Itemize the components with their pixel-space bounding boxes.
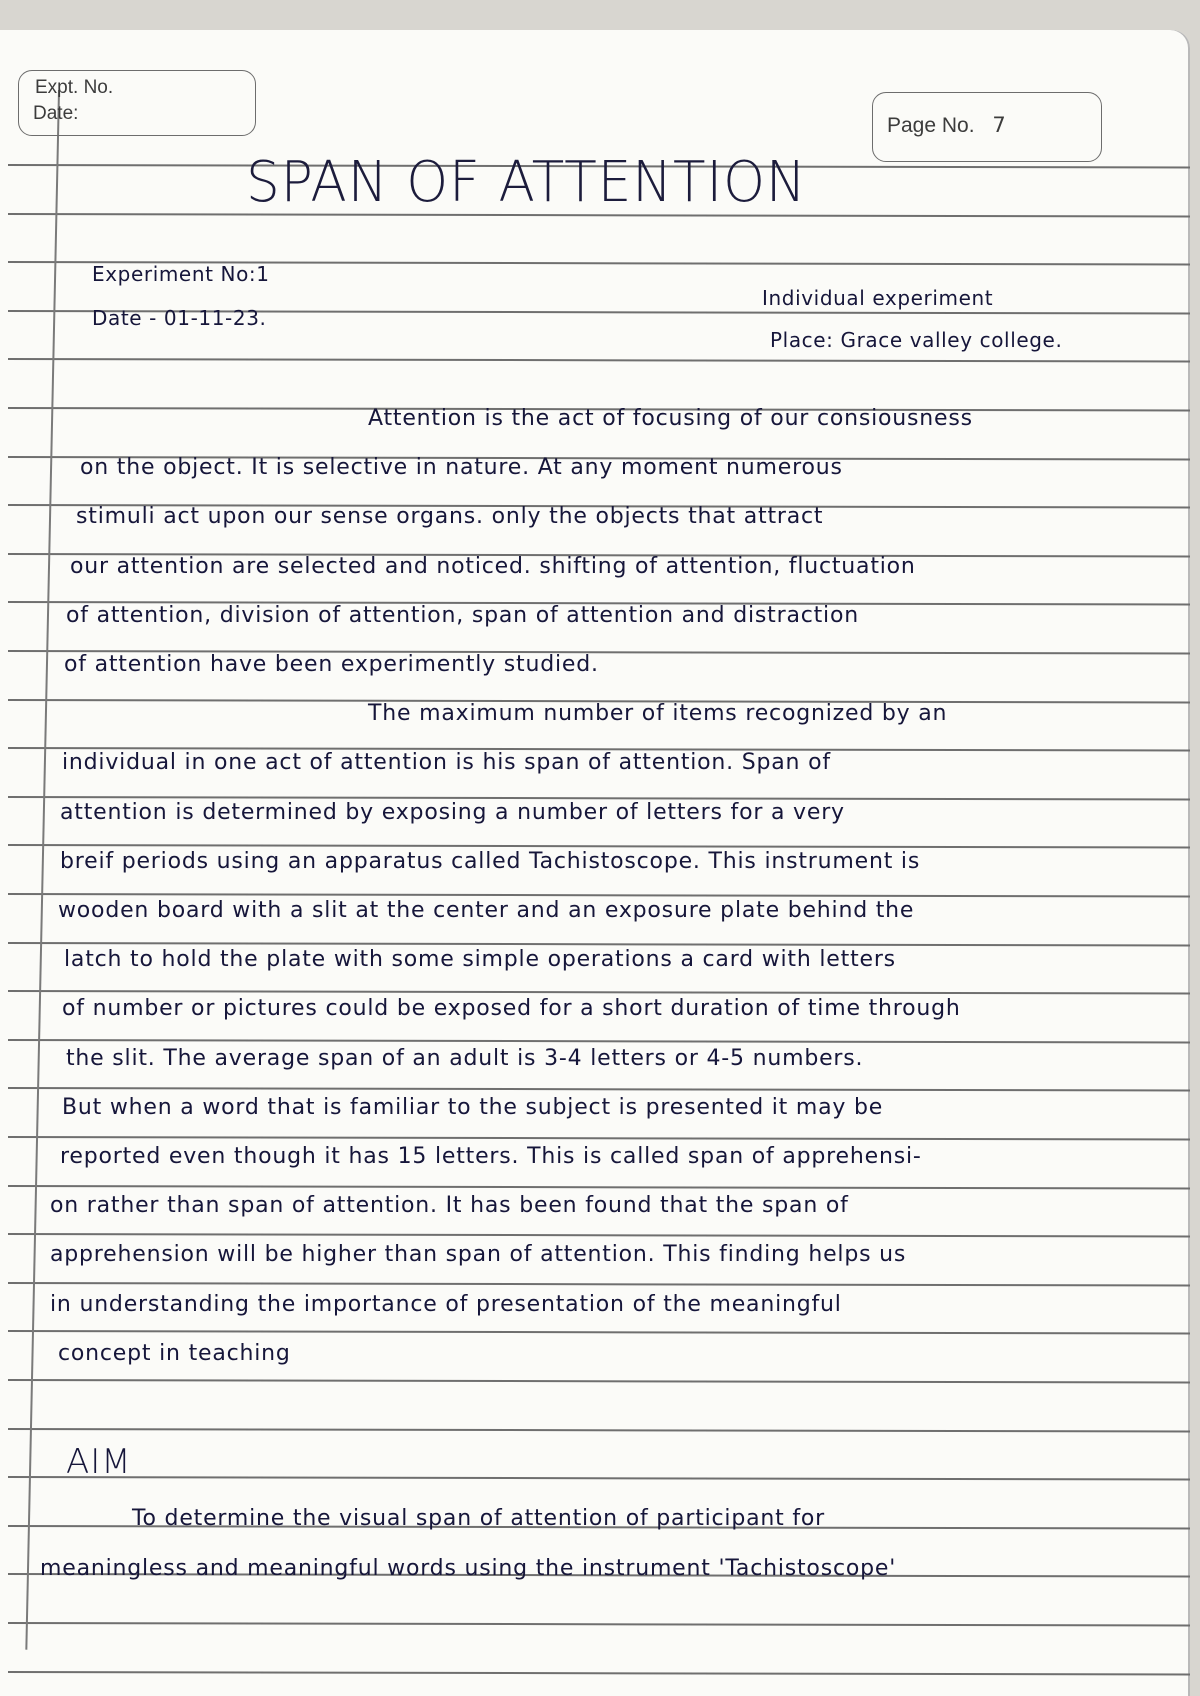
aim-line: meaningless and meaningful words using the instrument 'Tachistoscope' [40,1556,897,1581]
intro-line: Attention is the act of focusing of our consiousness [368,406,973,431]
ruled-line [8,1282,1190,1286]
margin-line [25,90,59,1650]
intro-line: stimuli act upon our sense organs. only the objects that attract [76,504,824,530]
page-no-value: 7 [992,113,1006,137]
intro-line: But when a word that is familiar to the subject is presented it may be [62,1094,884,1120]
ruled-line [8,893,1190,897]
ruled-line [8,1428,1190,1432]
intro-line: on the object. It is selective in nature. At any moment numerous [80,455,843,481]
intro-line: breif periods using an apparatus called Tachistoscope. This instrument is [60,848,921,874]
experiment-place: Place: Grace valley college. [770,328,1063,352]
page-no-box [872,92,1102,162]
intro-line: The maximum number of items recognized by an [368,701,948,727]
page-no-text: Page No. [887,114,975,137]
intro-line: our attention are selected and noticed. shifting of attention, fluctuation [70,553,916,579]
expt-date-box [18,70,256,136]
intro-line: reported even though it has 15 letters. This is called span of apprehensi- [60,1144,922,1169]
intro-line: apprehension will be higher than span of attention. This finding helps us [50,1242,907,1268]
ruled-line [8,1671,1190,1675]
intro-line: wooden board with a slit at the center and an exposure plate behind the [58,898,915,923]
intro-line: latch to hold the plate with some simple operations a card with letters [64,947,896,973]
ruled-line [8,358,1190,362]
intro-line: of attention have been experimently studied. [64,652,599,677]
ruled-line [8,1330,1190,1334]
intro-line: the slit. The average span of an adult is 3-4 letters or 4-5 numbers. [66,1045,864,1071]
date-label: Date: [33,103,79,124]
intro-line: individual in one act of attention is his span of attention. Span of [62,750,831,776]
intro-line: in understanding the importance of presentation of the meaningful [50,1291,842,1317]
expt-no-label: Expt. No. [35,77,114,98]
intro-line: on rather than span of attention. It has been found that the span of [50,1193,849,1219]
ruled-line [8,1185,1190,1189]
ruled-line [8,1087,1190,1091]
intro-line: of number or pictures could be exposed for a short duration of time through [62,996,961,1022]
ruled-line [8,1379,1190,1383]
aim-heading: AIM [66,1442,132,1482]
intro-line: attention is determined by exposing a number of letters for a very [60,799,845,825]
ruled-line [8,942,1190,946]
page-no-label [887,113,1006,138]
experiment-type: Individual experiment [762,286,994,310]
ruled-line [8,1476,1190,1480]
ruled-line [8,990,1190,994]
experiment-no: Experiment No:1 [92,262,270,286]
ruled-line [8,1136,1190,1140]
ruled-line [8,1039,1190,1043]
page-title: SPAN OF ATTENTION [246,150,807,215]
intro-line: of attention, division of attention, span of attention and distraction [66,602,859,628]
aim-line: To determine the visual span of attention of participant for [132,1506,825,1531]
ruled-line [8,1233,1190,1237]
ruled-line [8,844,1190,848]
experiment-date: Date - 01-11-23. [92,306,267,330]
notebook-page [0,30,1190,1696]
ruled-line [8,1622,1190,1626]
intro-line: concept in teaching [58,1340,291,1366]
